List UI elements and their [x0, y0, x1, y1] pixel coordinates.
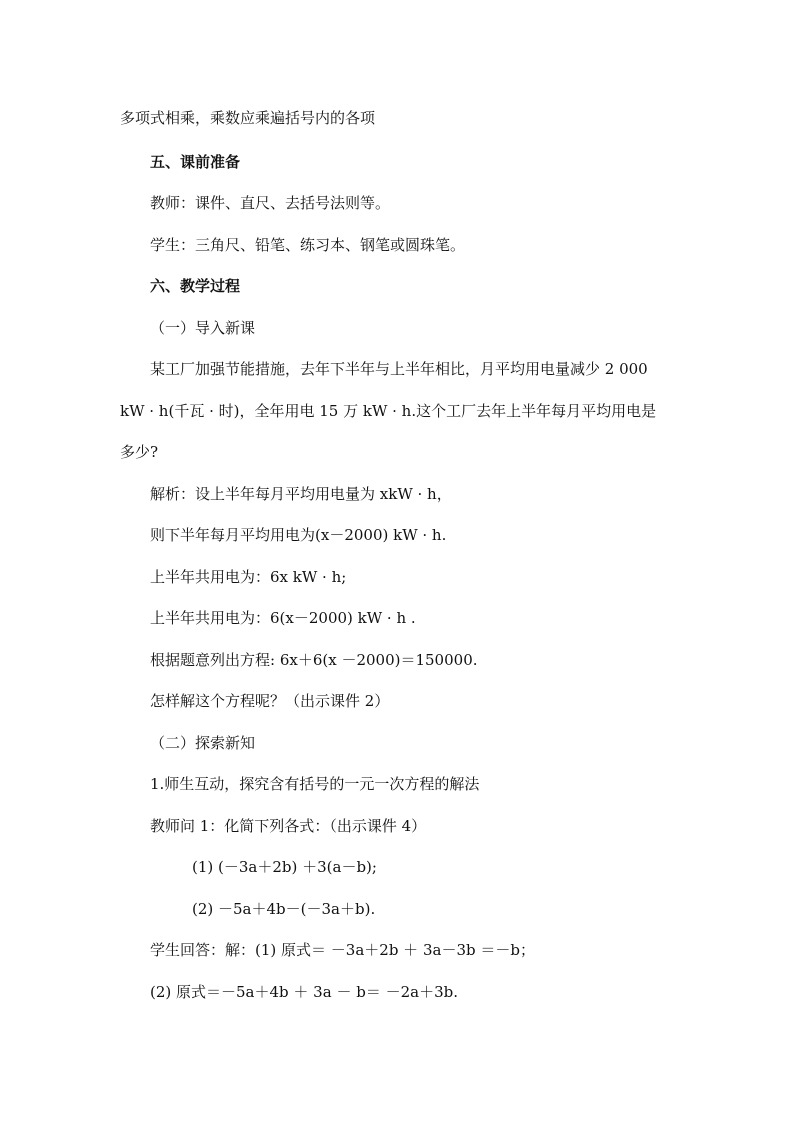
section-heading: 六、教学过程 — [150, 277, 241, 295]
paragraph-text: (2) 原式＝－5a＋4b ＋ 3a － b＝ －2a＋3b. — [150, 983, 458, 1001]
paragraph-text: 怎样解这个方程呢？（出示课件 2） — [150, 692, 390, 710]
paragraph-text: 多少? — [120, 443, 159, 461]
subsection-heading: （二）探索新知 — [150, 734, 256, 752]
paragraph-text: 教师问 1：化简下列各式：（出示课件 4） — [150, 817, 427, 835]
paragraph-text: 根据题意列出方程: 6x＋6(x －2000)＝150000. — [150, 651, 478, 669]
paragraph-text: kW · h(千瓦 · 时)，全年用电 15 万 kW · h.这个工厂去年上半年每月平均用电是 — [120, 402, 657, 420]
paragraph-text: 学生回答：解：(1) 原式＝ －3a＋2b ＋ 3a－3b ＝－b； — [150, 941, 535, 959]
paragraph-text: 某工厂加强节能措施，去年下半年与上半年相比，月平均用电量减少 2 000 — [150, 360, 648, 378]
paragraph-text: 教师：课件、直尺、去括号法则等。 — [150, 194, 391, 212]
section-heading: 五、课前准备 — [150, 153, 241, 171]
subsection-heading: （一）导入新课 — [150, 319, 256, 337]
paragraph-text: 则下半年每月平均用电为(x－2000) kW · h. — [150, 526, 447, 544]
paragraph-text: 解析：设上半年每月平均用电量为 xkW · h， — [150, 485, 452, 503]
math-expression: (1) (－3a＋2b) ＋3(a－b); — [192, 858, 377, 876]
paragraph-text: 上半年共用电为：6(x－2000) kW · h . — [150, 609, 416, 627]
math-expression: (2) －5a＋4b－(－3a＋b). — [192, 900, 376, 918]
paragraph-text: 学生：三角尺、铅笔、练习本、钢笔或圆珠笔。 — [150, 236, 466, 254]
paragraph-text: 1.师生互动，探究含有括号的一元一次方程的解法 — [150, 775, 480, 793]
paragraph-text: 上半年共用电为：6x kW · h; — [150, 568, 347, 586]
paragraph-text: 多项式相乘，乘数应乘遍括号内的各项 — [120, 109, 376, 127]
